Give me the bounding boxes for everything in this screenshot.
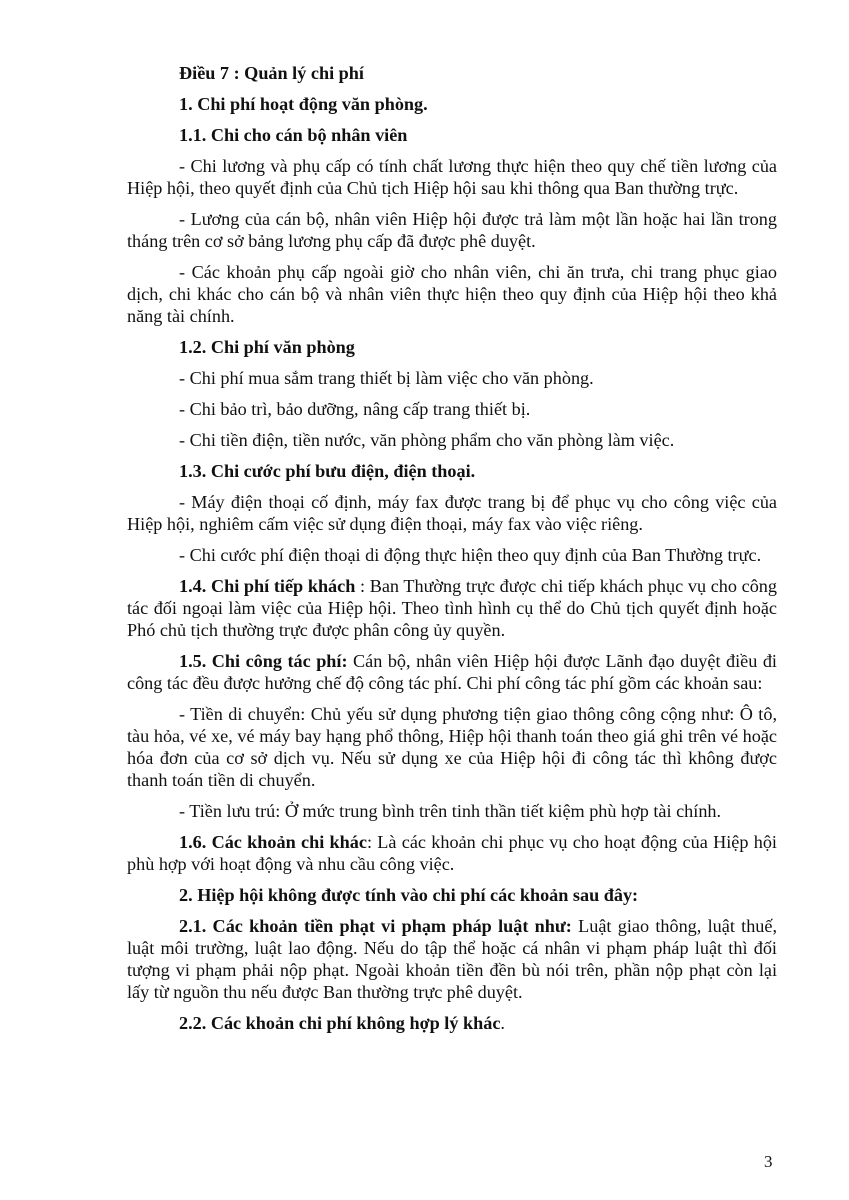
subsection-2-1 — [127, 915, 777, 1003]
subsection-1-5-body: Cán bộ, nhân viên Hiệp hội được Lãnh đạo duyệt điều đi công tác đều được hưởng chế độ công tác phí. Chi phí công tác phí gồm các khoản sau: — [127, 651, 777, 693]
subsection-2-1-title: 2.1. Các khoản tiền phạt vi phạm pháp luật như: — [179, 916, 572, 936]
paragraph: - Chi tiền điện, tiền nước, văn phòng phẩm cho văn phòng làm việc. — [179, 430, 675, 450]
subsection-1-2-title: 1.2. Chi phí văn phòng — [179, 337, 355, 357]
subsection-1-1-title: 1.1. Chi cho cán bộ nhân viên — [179, 125, 408, 145]
paragraph: - Chi bảo trì, bảo dưỡng, nâng cấp trang thiết bị. — [179, 399, 531, 419]
subsection-1-6 — [127, 831, 777, 875]
paragraph: - Tiền lưu trú: Ở mức trung bình trên tinh thần tiết kiệm phù hợp tài chính. — [179, 801, 722, 821]
subsection-2-1-body: Luật giao thông, luật thuế, luật môi trường, luật lao động. Nếu do tập thể hoặc cá nhân vi phạm pháp luật thì đối tượng vi phạm phải nộp phạt. Ngoài khoản tiền đền bù nói trên, phần nộp phạt còn lại lấy từ nguồn thu nếu được Ban thường trực phê duyệt. — [127, 916, 778, 1002]
section-2-title: 2. Hiệp hội không được tính vào chi phí các khoản sau đây: — [179, 885, 639, 905]
subsection-1-6-body: : Là các khoản chi phục vụ cho hoạt động của Hiệp hội phù hợp với hoạt động và nhu cầu công việc. — [127, 832, 777, 874]
paragraph: - Chi cước phí điện thoại di động thực hiện theo quy định của Ban Thường trực. — [179, 545, 762, 565]
subsection-2-2 — [127, 1012, 777, 1034]
subsection-1-5 — [127, 650, 777, 694]
paragraph: - Tiền di chuyển: Chủ yếu sử dụng phương tiện giao thông công cộng như: Ô tô, tàu hỏa, vé xe, vé máy bay hạng phổ thông, Hiệp hội thanh toán theo giá ghi trên vé hoặc hóa đơn của cơ sở dịch vụ. Nếu sử dụng xe của Hiệp hội đi công tác thì không được thanh toán tiền di chuyển. — [127, 704, 777, 790]
document-page — [127, 62, 777, 1034]
subsection-2-2-tail: . — [500, 1013, 505, 1033]
subsection-1-6-title: 1.6. Các khoản chi khác — [179, 832, 367, 852]
paragraph: - Các khoản phụ cấp ngoài giờ cho nhân viên, chi ăn trưa, chi trang phục giao dịch, chi khác cho cán bộ và nhân viên thực hiện theo quy định của Hiệp hội theo khả năng tài chính. — [127, 262, 777, 326]
paragraph: - Lương của cán bộ, nhân viên Hiệp hội được trả làm một lần hoặc hai lần trong tháng trên cơ sở bảng lương phụ cấp đã được phê duyệt. — [127, 209, 777, 251]
subsection-1-3-title: 1.3. Chi cước phí bưu điện, điện thoại. — [179, 461, 476, 481]
section-1-title: 1. Chi phí hoạt động văn phòng. — [179, 94, 428, 114]
paragraph: - Chi lương và phụ cấp có tính chất lương thực hiện theo quy chế tiền lương của Hiệp hội, theo quyết định của Chủ tịch Hiệp hội sau khi thông qua Ban thường trực. — [127, 156, 777, 198]
article-title: Điều 7 : Quản lý chi phí — [179, 63, 364, 83]
page-number: 3 — [764, 1152, 773, 1171]
paragraph: - Chi phí mua sắm trang thiết bị làm việc cho văn phòng. — [179, 368, 594, 388]
subsection-1-4 — [127, 575, 777, 641]
subsection-1-4-title: 1.4. Chi phí tiếp khách — [179, 576, 356, 596]
subsection-1-4-body: : Ban Thường trực được chi tiếp khách phục vụ cho công tác đối ngoại làm việc của Hiệp hội. Theo tình hình cụ thể do Chủ tịch quyết định hoặc Phó chủ tịch thường trực được phân công ủy quyền. — [127, 576, 777, 640]
paragraph: - Máy điện thoại cố định, máy fax được trang bị để phục vụ cho công việc của Hiệp hội, nghiêm cấm việc sử dụng điện thoại, máy fax vào việc riêng. — [127, 492, 777, 534]
subsection-2-2-title: 2.2. Các khoản chi phí không hợp lý khác — [179, 1013, 501, 1033]
subsection-1-5-title: 1.5. Chi công tác phí: — [179, 651, 348, 671]
